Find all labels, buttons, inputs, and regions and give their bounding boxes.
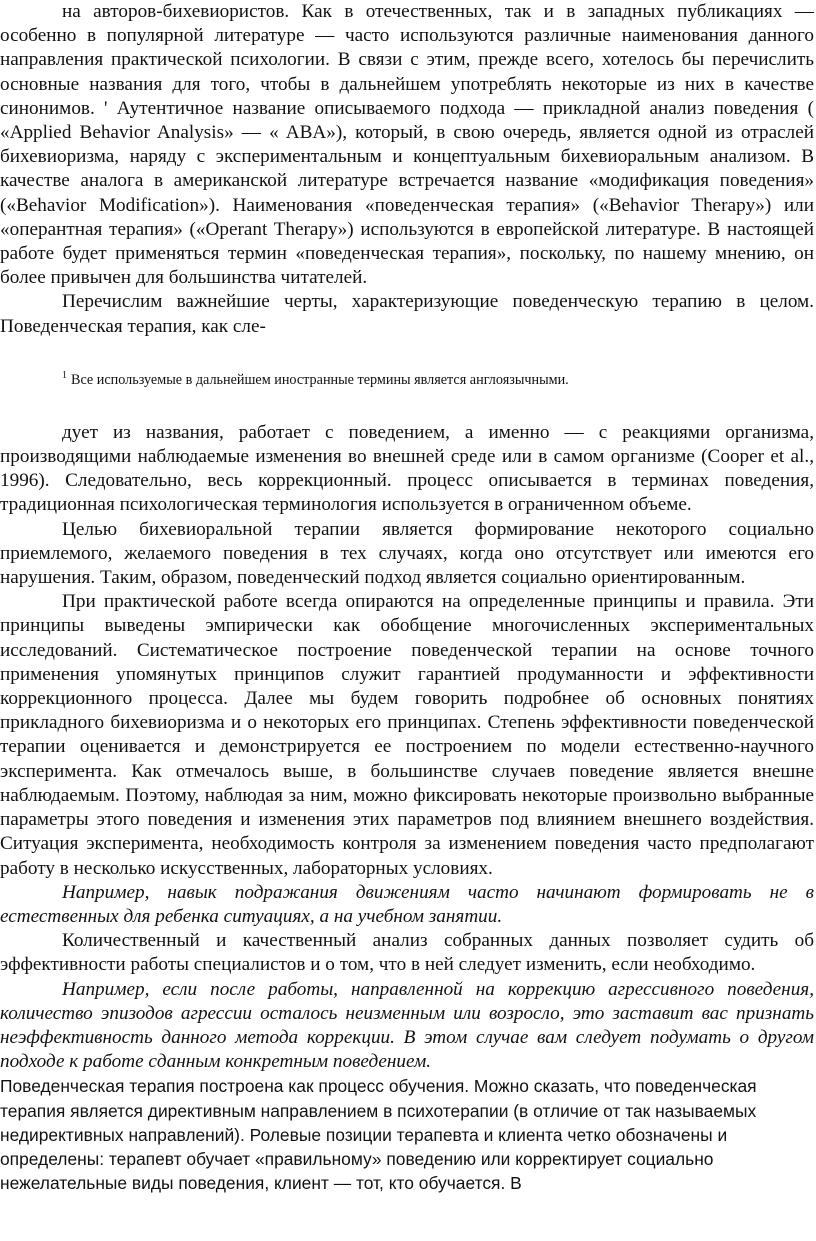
paragraph-2: Перечислим важнейшие черты, характеризующие поведенческую терапию в целом. Поведенческая терапия, как сле-: [0, 291, 814, 337]
footnote-text: Все используемые в дальнейшем иностранные термины является англоязычными.: [71, 371, 569, 388]
paragraph-5: При практической работе всегда опираются на определенные принципы и правила. Эти принципы выведены эмпирически как обобщение многочисленных экспериментальных исследований. Систематическое построение поведенческой терапии на основе точного применения упомянутых принципов служит гарантией продуманности и эффективности коррекционного процесса. Далее мы будем говорить подробнее об основных понятиях прикладного бихевиоризма и о некоторых его принципах. Степень эффективности поведенческой терапии оценивается и демонстрируется ее построением по модели естественно-научного эксперимента. Как отмечалось выше, в большинстве случаев поведение является внешне наблюдаемым. Поэтому, наблюдая за ним, можно фиксировать некоторые произвольно выбранные параметры этого поведения и изменения этих параметров под влиянием внешнего воздействия. Ситуация эксперимента, необходимость контроля за изменением поведения часто предполагают работу в несколько искусственных, лабораторных условиях.: [0, 591, 814, 879]
paragraph-3: дует из названия, работает с поведением, а именно — с реакциями организма, производящими наблюдаемые изменения во внешней среде или в самом организме (Cooper et al., 1996). Следовательно, весь коррекционный. процесс описывается в терминах поведения, традиционная психологическая терминология используется в ограниченном объеме.: [0, 421, 814, 516]
paragraph-7: Количественный и качественный анализ собранных данных позволяет судить об эффективности работы специалистов и о том, что в ней следует изменить, если необходимо.: [0, 930, 814, 976]
paragraph-1: на авторов-бихевиористов. Как в отечественных, так и в западных публикациях — особенно в популярной литературе — часто используются различные наименования данного направления практической психологии. В связи с этим, прежде всего, хотелось бы перечислить основные названия для того, чтобы в дальнейшем употреблять некоторые из них в качестве синонимов. ' Аутентичное название описываемого подхода — прикладной анализ поведения ( «Applied Behavior Analysis» — « ABA»), который, в свою очередь, является одной из отраслей бихевиоризма, наряду с экспериментальным и концептуальным бихевиоральным анализом. В качестве аналога в американской литературе встречается название «модификация поведения» («Behavior Modification»). Наименования «поведенческая терапия» («Behavior Therapy») или «оперантная терапия» («Operant Therapy») используются в европейской литературе. В настоящей работе будет применяться термин «поведенческая терапия», поскольку, по нашему мнению, он более привычен для большинства читателей.: [0, 1, 814, 289]
paragraph-8-example: Например, если после работы, направленной на коррекцию агрессивного поведения, количество эпизодов агрессии осталось неизменным или возросло, это заставит вас признать неэффективность данного метода коррекции. В этом случае вам следует подумать о другом подходе к работе сданным конкретным поведением.: [0, 978, 814, 1073]
footnote-mark: 1: [62, 369, 67, 381]
paragraph-4: Целью бихевиоральной терапии является формирование некоторого социально приемлемого, желаемого поведения в тех случаях, когда оно отсутствует или имеются его нарушения. Таким, образом, поведенческий подход является социально ориентированным.: [0, 518, 814, 589]
footnote: [0, 366, 814, 390]
paragraph-9: Поведенческая терапия построена как процесс обучения. Можно сказать, что поведенческая терапия является директивным направлением в психотерапии (в отличие от так называемых недирективных направлений). Ролевые позиции терапевта и клиента четко обозначены и определены: терапевт обучает «правильному» поведению или корректирует социально нежелательные виды поведения, клиент — тот, кто обучается. В: [0, 1076, 757, 1194]
paragraph-6-example: Например, навык подражания движениям часто начинают формировать не в естественных для ребенка ситуациях, а на учебном занятии.: [0, 881, 814, 927]
